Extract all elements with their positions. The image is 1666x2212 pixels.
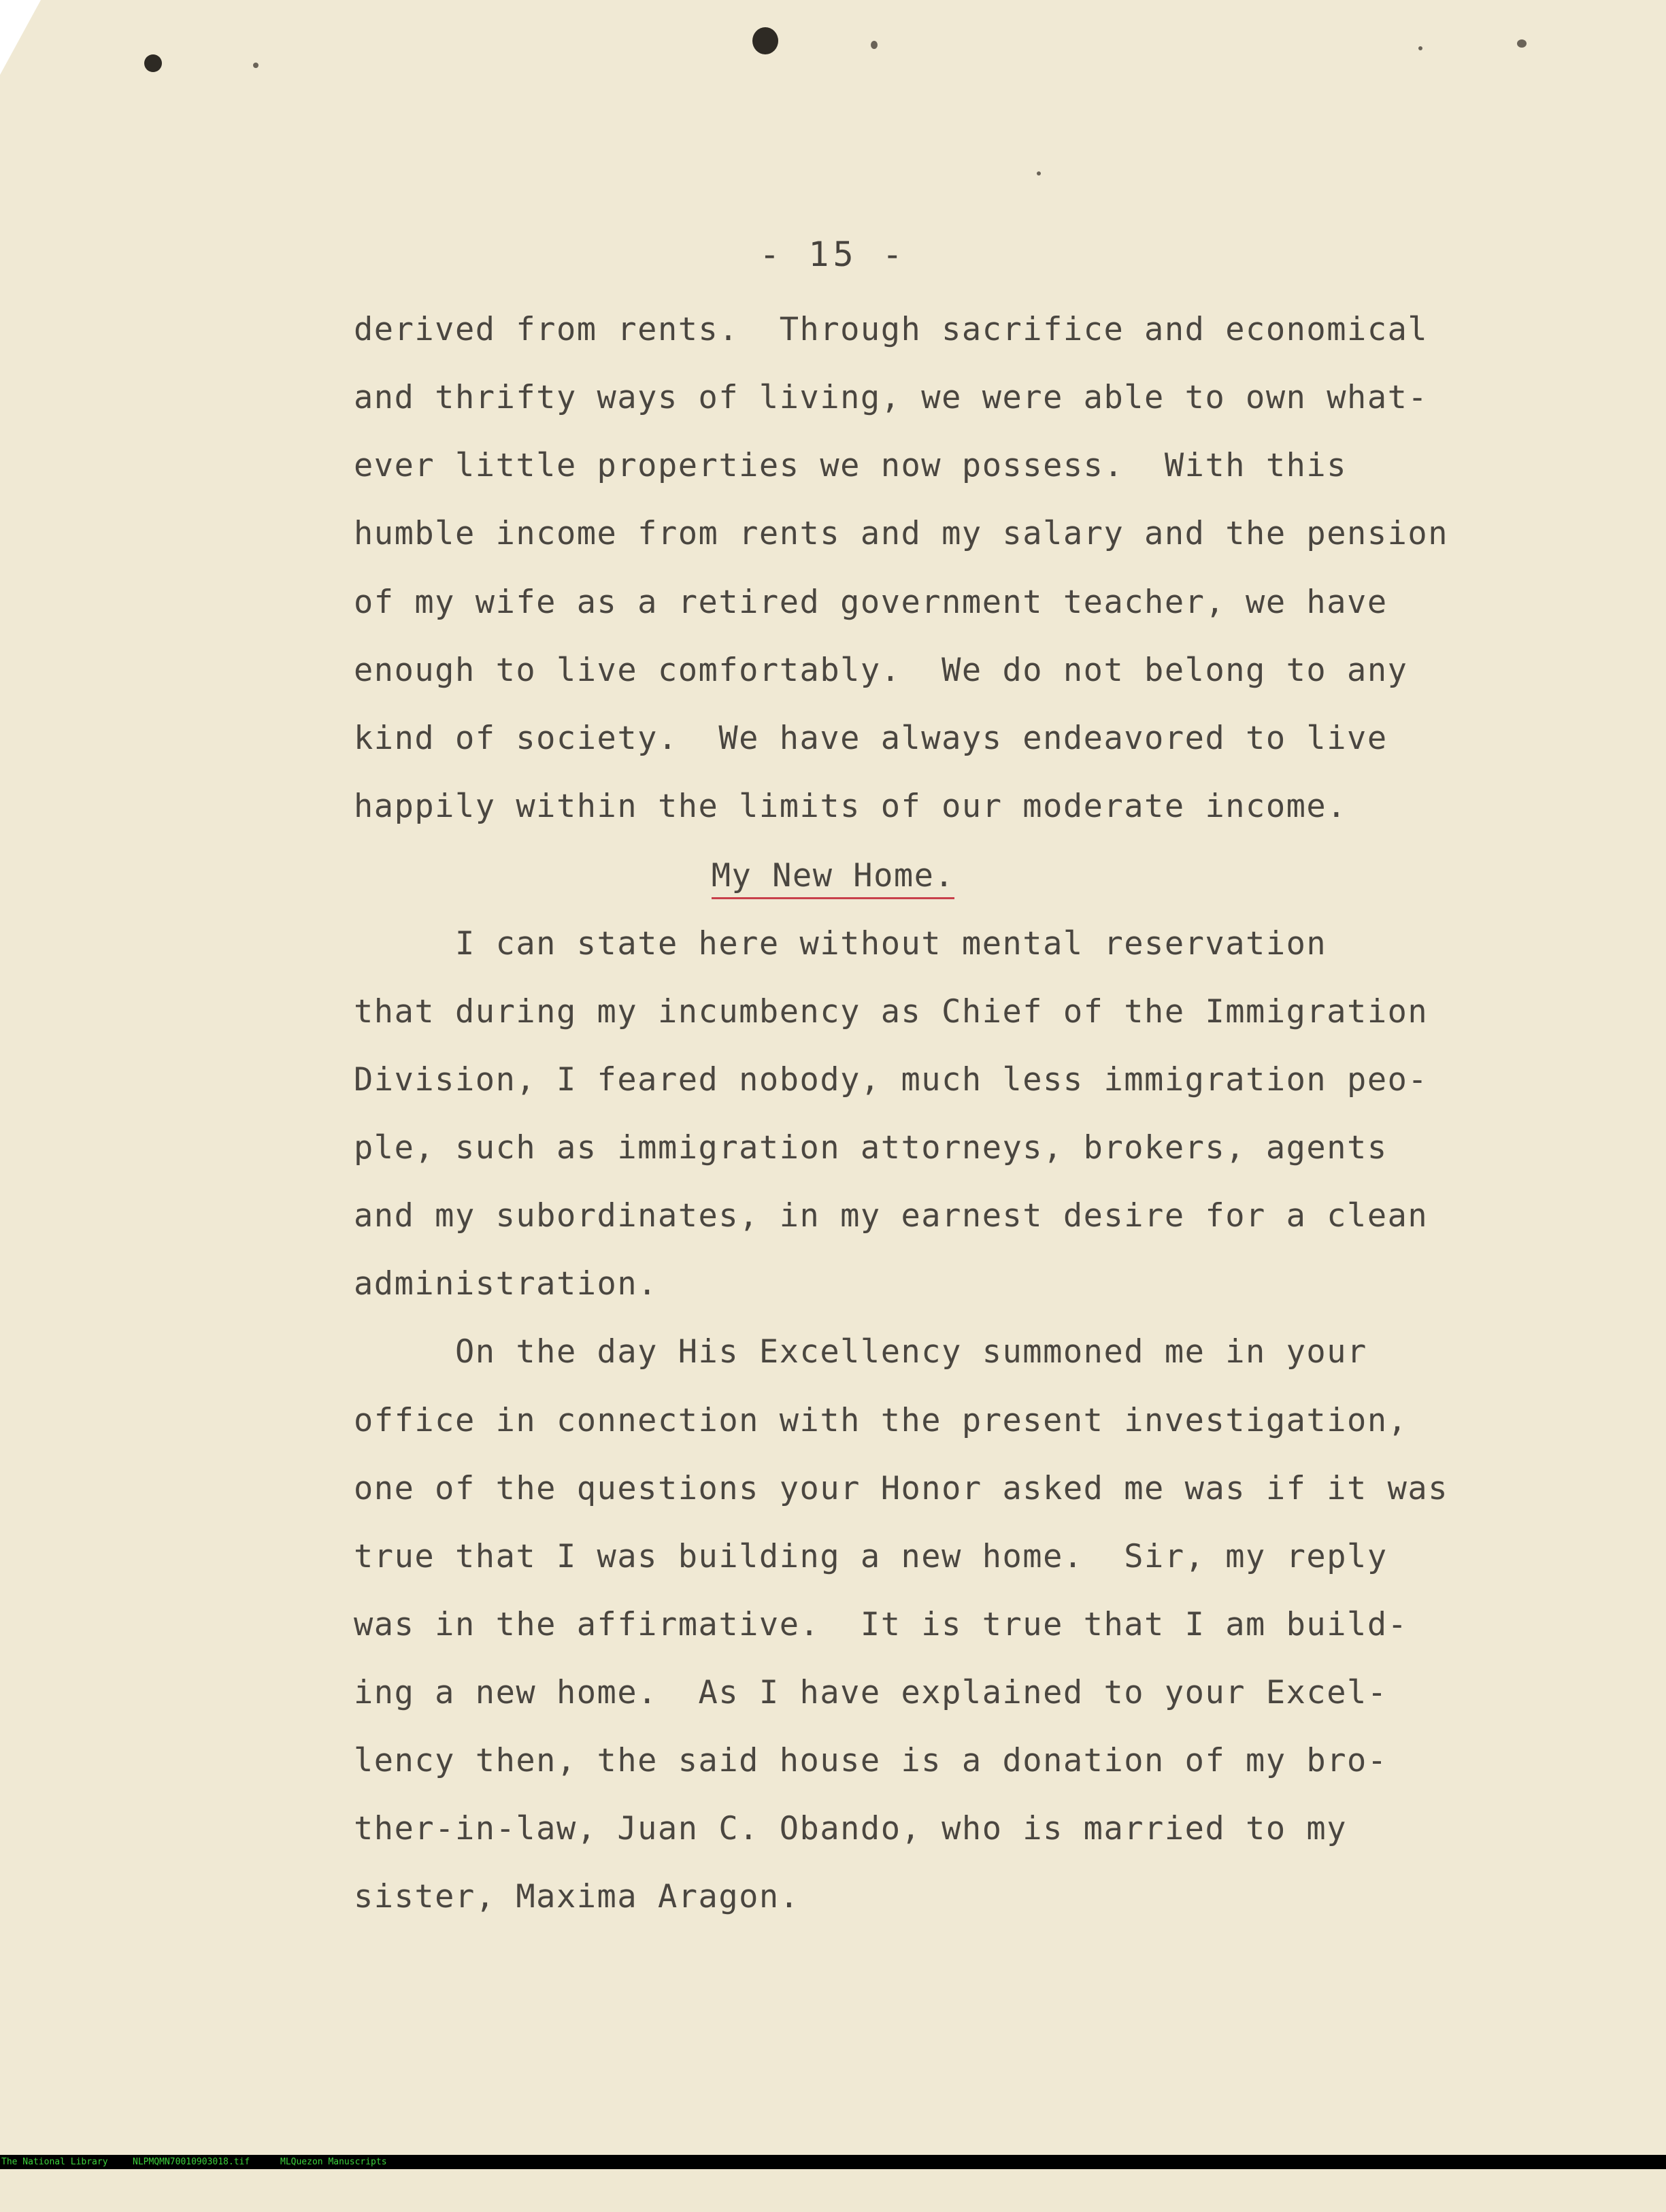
text-line: ple, such as immigration attorneys, brokers, agents <box>354 1129 1388 1167</box>
scan-footer-bar <box>0 2155 1666 2169</box>
text-line: that during my incumbency as Chief of the Immigration <box>354 993 1429 1030</box>
text-line: I can state here without mental reservation <box>354 925 1327 962</box>
text-line: kind of society. We have always endeavored to live <box>354 720 1388 757</box>
section-heading <box>0 856 1666 896</box>
text-line: of my wife as a retired government teacher, we have <box>354 584 1388 621</box>
footer-library: The National Library <box>1 2157 108 2167</box>
text-line: and my subordinates, in my earnest desire for a clean <box>354 1197 1429 1235</box>
text-line: office in connection with the present investigation, <box>354 1402 1408 1439</box>
page-number: - 15 - <box>759 235 907 274</box>
text-line: humble income from rents and my salary and the pension <box>354 515 1449 552</box>
text-line: one of the questions your Honor asked me was if it was <box>354 1470 1449 1507</box>
footer-collection: MLQuezon Manuscripts <box>280 2157 387 2167</box>
punch-hole-left <box>144 54 162 72</box>
text-line: happily within the limits of our moderate income. <box>354 788 1348 825</box>
text-line: derived from rents. Through sacrifice and economical <box>354 311 1429 348</box>
text-line: lency then, the said house is a donation of my bro- <box>354 1742 1388 1779</box>
text-line: sister, Maxima Aragon. <box>354 1878 800 1915</box>
text-line: enough to live comfortably. We do not belong to any <box>354 652 1408 689</box>
speck <box>871 41 878 49</box>
speck <box>253 63 259 68</box>
text-line: ther-in-law, Juan C. Obando, who is married to my <box>354 1810 1348 1847</box>
text-line: true that I was building a new home. Sir, my reply <box>354 1538 1388 1575</box>
text-line: was in the affirmative. It is true that I am build- <box>354 1606 1408 1643</box>
text-line: and thrifty ways of living, we were able to own what- <box>354 379 1429 416</box>
section-heading-text: My New Home. <box>712 857 955 899</box>
speck <box>1037 171 1041 175</box>
speck <box>1517 39 1527 48</box>
text-line: On the day His Excellency summoned me in your <box>354 1333 1367 1371</box>
text-line: administration. <box>354 1265 658 1303</box>
footer-filename: NLPMQMN70010903018.tif <box>133 2157 250 2167</box>
speck <box>1418 46 1422 50</box>
text-line: ing a new home. As I have explained to your Excel- <box>354 1674 1388 1711</box>
text-line: Division, I feared nobody, much less immigration peo- <box>354 1061 1429 1099</box>
torn-corner <box>0 0 41 75</box>
punch-hole-center <box>752 27 778 54</box>
text-line: ever little properties we now possess. With this <box>354 447 1348 484</box>
